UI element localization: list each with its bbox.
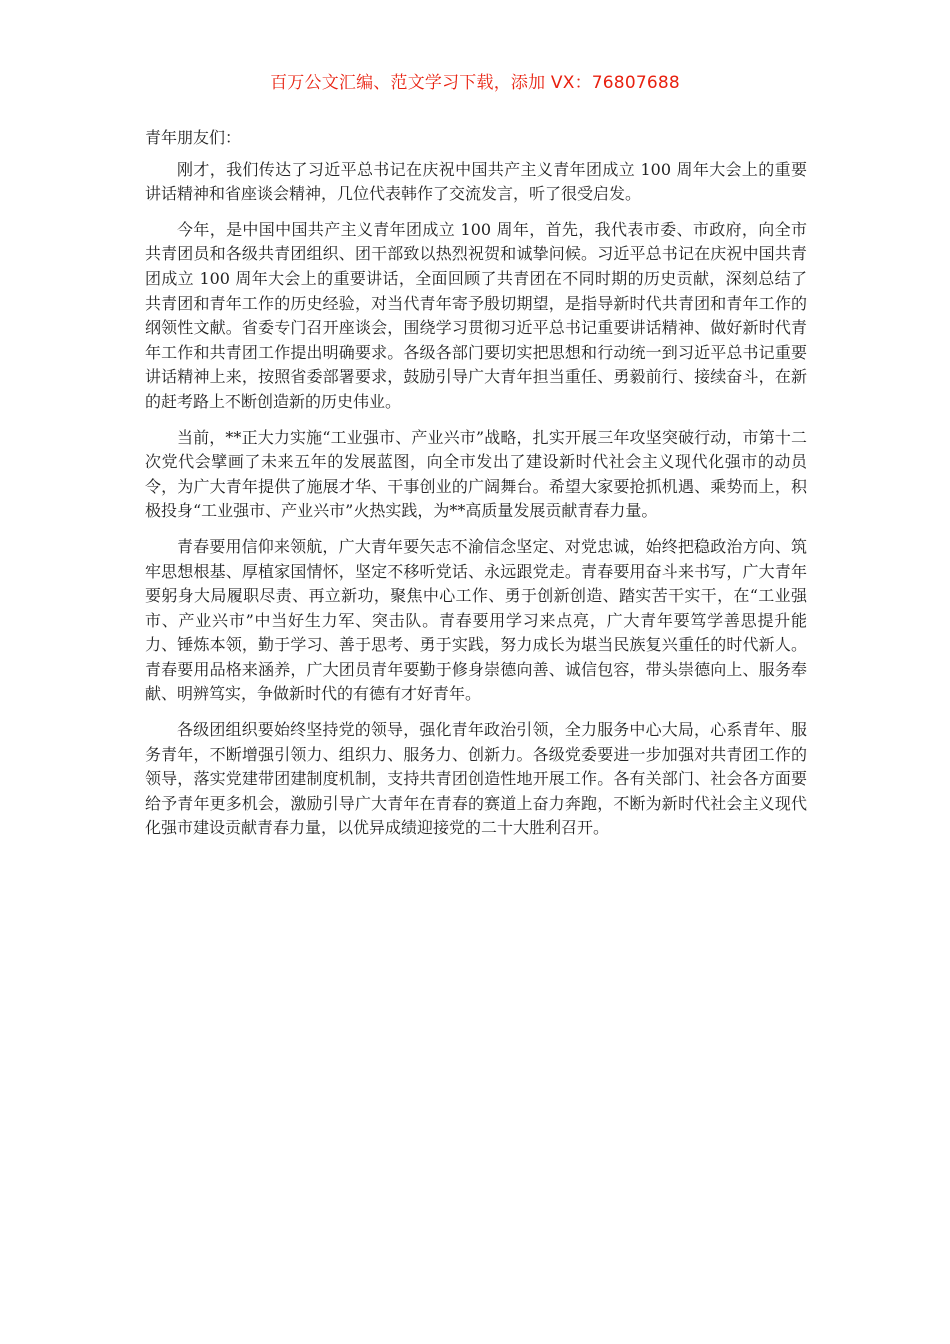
greeting: 青年朋友们：	[145, 128, 242, 147]
paragraph-4: 青春要用信仰来领航，广大青年要矢志不渝信念坚定、对党忠诚，始终把稳政治方向、筑牢思想根基、厚植家国情怀，坚定不移听党话、永远跟党走。青春要用奋斗来书写，广大青年要躬身大局履职尽责、再立新功，聚焦中心工作、勇于创新创造、踏实苦干实干，在“工业强市、产业兴市”中当好生力军、突击队。青春要用学习来点亮，广大青年要笃学善思提升能力、锤炼本领，勤于学习、善于思考、勇于实践，努力成长为堪当民族复兴重任的时代新人。青春要用品格来涵养，广大团员青年要勤于修身崇德向善、诚信包容，带头崇德向上、服务奉献、明辨笃实，争做新时代的有德有才好青年。	[145, 536, 807, 704]
document-body	[145, 126, 807, 852]
paragraph-2: 今年，是中国中国共产主义青年团成立 100 周年，首先，我代表市委、市政府，向全市共青团员和各级共青团组织、团干部致以热烈祝贺和诚挚问候。习近平总书记在庆祝中国共青团成立 100 周年大会上的重要讲话，全面回顾了共青团在不同时期的历史贡献，深刻总结了共青团和青年工作的历史经验，对当代青年寄予殷切期望，是指导新时代共青团和青年工作的纲领性文献。省委专门召开座谈会，围绕学习贯彻习近平总书记重要讲话精神、做好新时代青年工作和共青团工作提出明确要求。各级各部门要切实把思想和行动统一到习近平总书记重要讲话精神上来，按照省委部署要求，鼓励引导广大青年担当重任、勇毅前行、接续奋斗，在新的赶考路上不断创造新的历史伟业。	[145, 219, 807, 411]
paragraph-3: 当前，**正大力实施“工业强市、产业兴市”战略，扎实开展三年攻坚突破行动，市第十二次党代会擘画了未来五年的发展蓝图，向全市发出了建设新时代社会主义现代化强市的动员令，为广大青年提供了施展才华、干事创业的广阔舞台。希望大家要抢抓机遇、乘势而上，积极投身“工业强市、产业兴市”火热实践，为**高质量发展贡献青春力量。	[145, 427, 807, 521]
header-watermark-text: 百万公文汇编、范文学习下载，添加 VX：76807688	[270, 73, 680, 93]
paragraph-5: 各级团组织要始终坚持党的领导，强化青年政治引领，全力服务中心大局，心系青年、服务青年，不断增强引领力、组织力、服务力、创新力。各级党委要进一步加强对共青团工作的领导，落实党建带团建制度机制，支持共青团创造性地开展工作。各有关部门、社会各方面要给予青年更多机会，激励引导广大青年在青春的赛道上奋力奔跑，不断为新时代社会主义现代化强市建设贡献青春力量，以优异成绩迎接党的二十大胜利召开。	[145, 720, 807, 838]
paragraph-1: 刚才，我们传达了习近平总书记在庆祝中国共产主义青年团成立 100 周年大会上的重要讲话精神和省座谈会精神，几位代表韩作了交流发言，听了很受启发。	[145, 159, 807, 204]
